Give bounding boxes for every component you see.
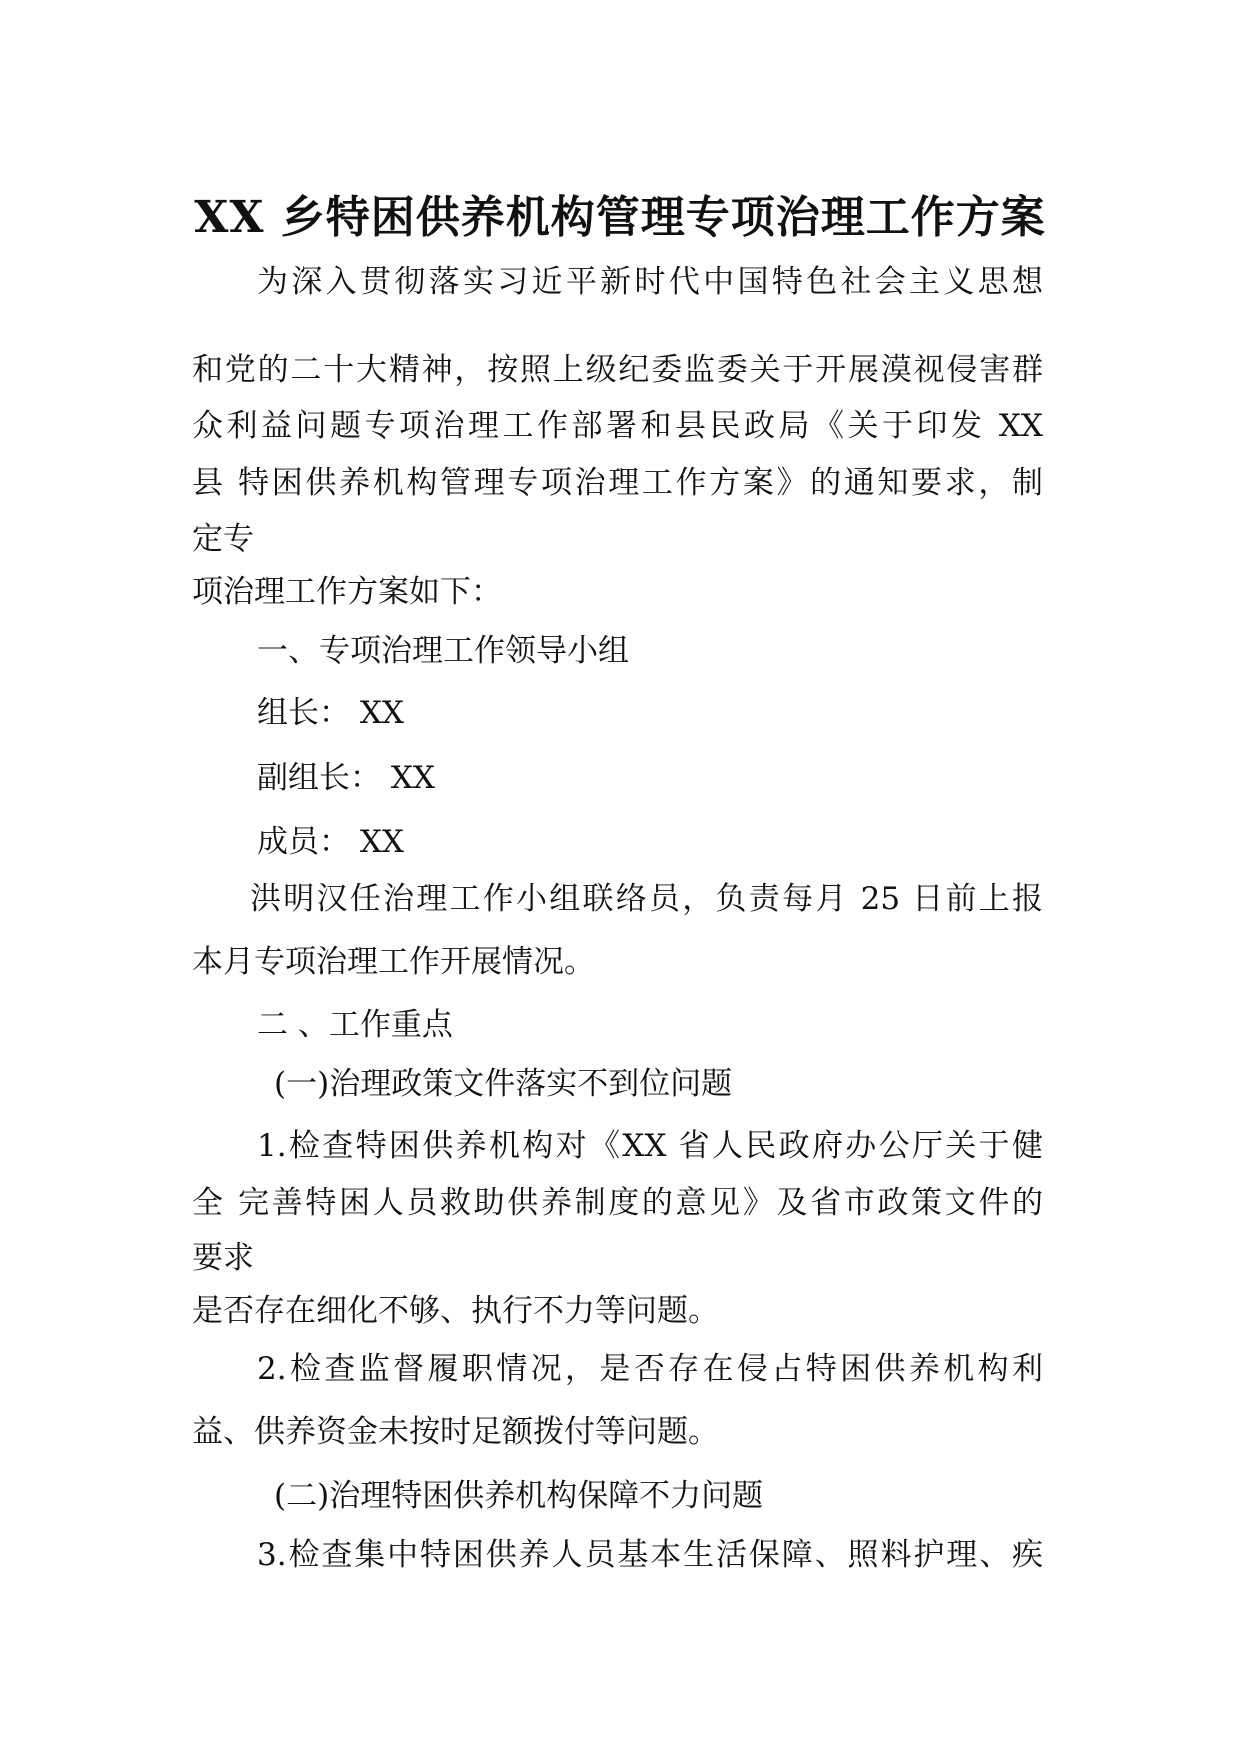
paragraph-line: 是否存在细化不够、执行不力等问题。 (192, 1293, 719, 1329)
paragraph-line: 本月专项治理工作开展情况。 (192, 944, 595, 980)
document-title: XX 乡特困供养机构管理专项治理工作方案 (194, 192, 1046, 244)
subsection-heading: (一)治理政策文件落实不到位问题 (274, 1066, 733, 1102)
paragraph-line: 众利益问题专项治理工作部署和县民政局《关于印发 XX (192, 408, 1043, 444)
section-heading: 一、专项治理工作领导小组 (257, 633, 629, 669)
paragraph-line: 1.检查特困供养机构对《XX 省人民政府办公厅关于健 (257, 1128, 1043, 1164)
paragraph-line: 3.检查集中特困供养人员基本生活保障、照料护理、疾 (257, 1537, 1043, 1573)
paragraph-line: 和党的二十大精神，按照上级纪委监委关于开展漠视侵害群 (192, 352, 1043, 388)
paragraph-line: 益、供养资金未按时足额拨付等问题。 (192, 1414, 719, 1450)
paragraph-line: 定专 (192, 521, 254, 557)
subsection-heading: (二)治理特困供养机构保障不力问题 (274, 1478, 764, 1514)
paragraph-line: 2.检查监督履职情况，是否存在侵占特困供养机构利 (257, 1351, 1043, 1387)
paragraph-line: 全 完善特困人员救助供养制度的意见》及省市政策文件的 (192, 1185, 1043, 1221)
paragraph-line: 县 特困供养机构管理专项治理工作方案》的通知要求，制 (192, 465, 1043, 501)
members-line: 成员： XX (257, 824, 404, 860)
deputy-leader-line: 副组长： XX (257, 760, 435, 796)
paragraph-line: 为深入贯彻落实习近平新时代中国特色社会主义思想 (257, 264, 1043, 300)
section-heading: 二 、工作重点 (257, 1007, 453, 1043)
paragraph-line: 项治理工作方案如下： (192, 574, 502, 610)
paragraph-line: 要求 (192, 1240, 254, 1276)
leader-line: 组长： XX (257, 695, 404, 731)
paragraph-line: 洪明汉任治理工作小组联络员，负责每月 25 日前上报 (250, 881, 1043, 917)
